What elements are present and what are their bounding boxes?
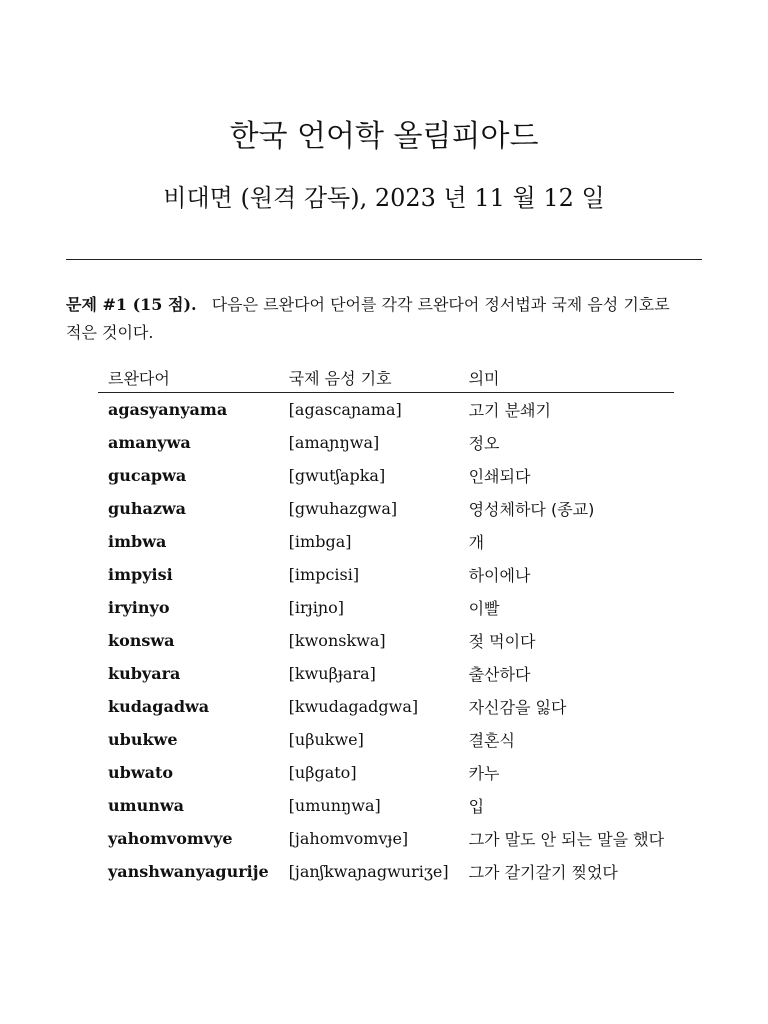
table-row xyxy=(98,558,674,591)
column-header-word: 르완다어 xyxy=(98,362,279,393)
ipa-transcription: [kwuβɟara] xyxy=(288,664,376,683)
ipa-transcription: [jahomvomvɟe] xyxy=(288,829,409,848)
ipa-transcription: [kwonskwa] xyxy=(288,631,386,650)
table-row xyxy=(98,789,674,822)
problem-text-line2: 적은 것이다. xyxy=(66,323,154,342)
word-meaning: 고기 분쇄기 xyxy=(468,401,551,420)
ipa-transcription: [amaɲŋwa] xyxy=(288,433,380,452)
word-meaning: 이빨 xyxy=(468,599,500,618)
ipa-transcription: [umunŋwa] xyxy=(288,796,381,815)
word-meaning: 인쇄되다 xyxy=(468,467,531,486)
kinyarwanda-word: konswa xyxy=(108,631,175,650)
word-meaning: 출산하다 xyxy=(468,665,531,684)
table-row xyxy=(98,756,674,789)
page-title: 한국 언어학 올림피아드 xyxy=(229,119,539,154)
table-row xyxy=(98,426,674,459)
word-meaning: 영성체하다 (종교) xyxy=(468,500,595,519)
table-row xyxy=(98,525,674,558)
ipa-transcription: [irɟiɲo] xyxy=(288,598,345,617)
kinyarwanda-word: amanywa xyxy=(108,433,191,452)
column-header-meaning: 의미 xyxy=(459,362,674,393)
kinyarwanda-word: iryinyo xyxy=(108,598,170,617)
ipa-transcription: [imbga] xyxy=(288,532,352,551)
column-header-ipa: 국제 음성 기호 xyxy=(279,362,459,393)
kinyarwanda-word: ubukwe xyxy=(108,730,178,749)
word-meaning: 그가 갈기갈기 찢었다 xyxy=(468,863,618,882)
ipa-transcription: [uβukwe] xyxy=(288,730,364,749)
ipa-transcription: [janʃkwaɲagwuriʒe] xyxy=(288,862,449,881)
kinyarwanda-word: yahomvomvye xyxy=(108,829,233,848)
word-meaning: 그가 말도 안 되는 말을 했다 xyxy=(468,830,665,849)
table-row xyxy=(98,855,674,888)
table-row xyxy=(98,624,674,657)
table-row xyxy=(98,591,674,624)
kinyarwanda-word: yanshwanyagurije xyxy=(108,862,269,881)
kinyarwanda-word: umunwa xyxy=(108,796,184,815)
kinyarwanda-word: agasyanyama xyxy=(108,400,228,419)
kinyarwanda-word: kudagadwa xyxy=(108,697,210,716)
word-meaning: 하이에나 xyxy=(468,566,531,585)
ipa-transcription: [impcisi] xyxy=(288,565,360,584)
table-row xyxy=(98,393,674,427)
word-meaning: 카누 xyxy=(468,764,500,783)
table-row xyxy=(98,723,674,756)
table-header-row xyxy=(98,362,674,393)
horizontal-divider xyxy=(66,259,702,260)
ipa-transcription: [agascaɲama] xyxy=(288,400,402,419)
ipa-transcription: [gwutʃapka] xyxy=(288,466,386,485)
word-meaning: 입 xyxy=(468,797,485,816)
table-row xyxy=(98,690,674,723)
problem-statement xyxy=(66,291,706,347)
word-meaning: 정오 xyxy=(468,434,500,453)
table-row xyxy=(98,822,674,855)
word-meaning: 결혼식 xyxy=(468,731,515,750)
ipa-transcription: [uβgato] xyxy=(288,763,357,782)
kinyarwanda-word: ubwato xyxy=(108,763,174,782)
ipa-transcription: [gwuhazgwa] xyxy=(288,499,398,518)
kinyarwanda-word: kubyara xyxy=(108,664,181,683)
page-subtitle: 비대면 (원격 감독), 2023 년 11 월 12 일 xyxy=(163,184,605,212)
table-row xyxy=(98,492,674,525)
kinyarwanda-word: guhazwa xyxy=(108,499,187,518)
word-meaning: 젖 먹이다 xyxy=(468,632,536,651)
problem-text-line1: 다음은 르완다어 단어를 각각 르완다어 정서법과 국제 음성 기호로 xyxy=(211,295,670,314)
word-table xyxy=(98,362,674,888)
ipa-transcription: [kwudagadgwa] xyxy=(288,697,419,716)
kinyarwanda-word: impyisi xyxy=(108,565,173,584)
kinyarwanda-word: imbwa xyxy=(108,532,167,551)
table-row xyxy=(98,657,674,690)
table-row xyxy=(98,459,674,492)
word-meaning: 자신감을 잃다 xyxy=(468,698,567,717)
problem-label: 문제 #1 (15 점). xyxy=(66,295,197,314)
word-meaning: 개 xyxy=(468,533,485,552)
kinyarwanda-word: gucapwa xyxy=(108,466,187,485)
